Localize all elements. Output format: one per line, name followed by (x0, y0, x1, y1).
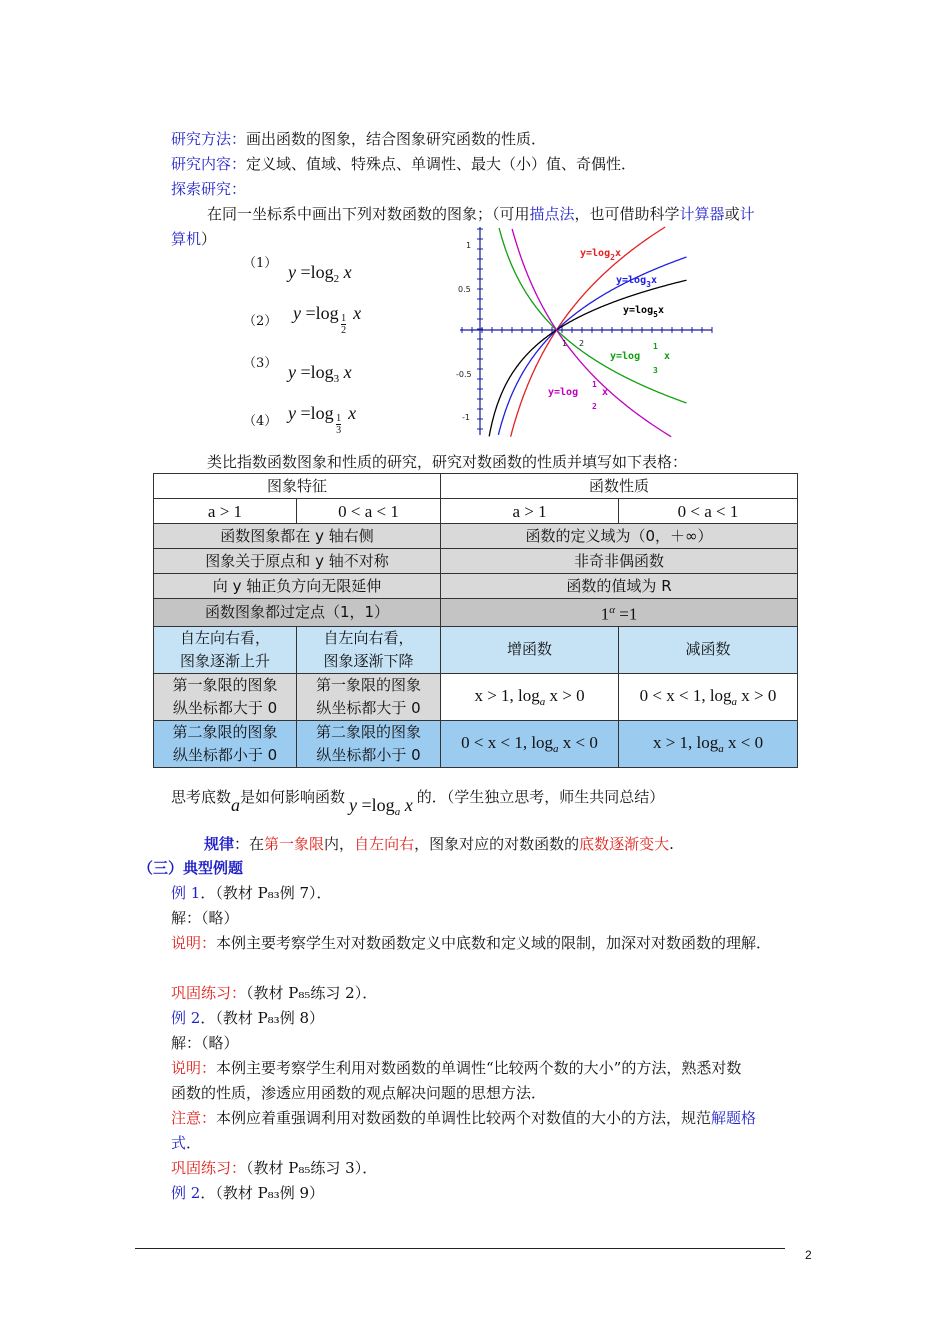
func2-base-den: 2 (341, 325, 347, 336)
practice2-label: 巩固练习： (171, 1159, 247, 1177)
cell-x-gt-1-pos (441, 673, 619, 720)
header-graph-features: 图象特征 (154, 474, 441, 499)
cell-rising (154, 626, 297, 673)
cell-x-lt-1-pos (619, 673, 798, 720)
func3-x: x (343, 362, 352, 382)
warn-label: 注意： (171, 1109, 217, 1127)
warn-text1: 本例应着重强调利用对数函数的单调性比较两个对数值的大小的方法，规范 (216, 1109, 712, 1127)
example2-text: ．（教材 P₈₃例 8） (200, 1009, 325, 1027)
label-log-third-den: 3 (653, 366, 658, 375)
falling-line2: 图象逐渐下降 (323, 651, 414, 670)
link-solution-format-b[interactable]: 式 (171, 1134, 187, 1152)
para1-line1 (207, 203, 755, 224)
x-gt-1-neg-end: x < 0 (723, 732, 764, 752)
q1-left-line2: 纵坐标都大于 0 (172, 698, 278, 717)
label-log5: $y=\log_5x$ (623, 305, 664, 319)
para1-text-a: 在同一坐标系中画出下列对数函数的图象；（可用 (207, 205, 530, 223)
x-lt-1-pos-main: 0 < x < 1, log (639, 685, 732, 705)
para1-text-b: ，也可借助科学 (574, 205, 680, 223)
func4-num: （4） (243, 414, 278, 429)
method-text: 画出函数的图象，结合图象研究函数的性质． (246, 130, 547, 148)
practice2-line (171, 1157, 377, 1178)
think-var-a: a (231, 795, 241, 815)
cell-domain: 函数的定义域为（0，＋∞） (441, 524, 798, 549)
method-line (171, 128, 546, 149)
func4-formula (288, 403, 356, 436)
falling-line1: 自左向右看， (323, 628, 414, 647)
label-log3: $y=\log_3x$ (616, 275, 657, 289)
explore-label: 探索研究： (171, 180, 247, 198)
func1-y: y (288, 262, 296, 282)
func4-x: x (348, 403, 357, 423)
q2-right-line1: 第二象限的图象 (316, 722, 422, 741)
q1-right-line2: 纵坐标都大于 0 (316, 698, 421, 717)
link-computer-b[interactable]: 算机 (171, 230, 202, 248)
rule-p3: ，图象对应的对数函数的 (414, 835, 580, 853)
x-lt-1-neg-end: x < 0 (558, 732, 598, 752)
note1-label: 说明： (171, 934, 217, 952)
content-text: 定义域、值域、特殊点、单调性、最大（小）值、奇偶性． (246, 155, 637, 173)
practice1-label: 巩固练习： (171, 984, 247, 1002)
practice2-text: （教材 P₈₅练习 3）． (246, 1159, 378, 1177)
tick-x-1: 1 (562, 339, 568, 348)
func4-base-num: 1 (336, 413, 342, 424)
example3-text: ．（教材 P₈₃例 9） (200, 1184, 325, 1202)
rule-line (204, 833, 674, 854)
label-log-half-x: x (602, 387, 609, 398)
one-power-base: 1 (600, 604, 610, 624)
x-gt-1-pos-end: x > 0 (545, 685, 585, 705)
cell-q1-positive-right (297, 673, 441, 720)
rule-p4: . (669, 835, 674, 853)
tick-y-0.5: 0.5 (458, 285, 471, 294)
rule-p2: 内， (324, 835, 355, 853)
cell-q2-negative-right (297, 720, 441, 767)
para1-line2 (171, 228, 216, 249)
link-solution-format-a[interactable]: 解题格 (711, 1109, 757, 1127)
note2-line2: 函数的性质，渗透应用函数的观点解决问题的思想方法． (171, 1084, 547, 1102)
one-power-exp: α (609, 604, 615, 616)
rule-label: 规律 (204, 835, 235, 853)
x-lt-1-neg-main: 0 < x < 1, log (461, 732, 554, 752)
header-function-properties: 函数性质 (441, 474, 798, 499)
rising-line2: 图象逐渐上升 (179, 651, 270, 670)
link-computer-a[interactable]: 计 (739, 205, 755, 223)
x-gt-1-neg-main: x > 1, log (652, 732, 719, 752)
content-label: 研究内容： (171, 155, 247, 173)
tick-y-neg0.5: -0.5 (456, 370, 472, 379)
para1-text-c: 或 (724, 205, 740, 223)
func2-base-num: 1 (341, 313, 347, 324)
func2-x: x (353, 303, 362, 323)
func3-num: （3） (243, 356, 278, 371)
properties-table (153, 473, 798, 768)
cell-decreasing: 减函数 (619, 626, 798, 673)
think-log: =log (361, 795, 395, 815)
q2-right-line2: 纵坐标都小于 0 (316, 745, 421, 764)
q2-left-line2: 纵坐标都小于 0 (172, 745, 278, 764)
note2-line1 (171, 1057, 741, 1078)
solution2: 解：（略） (171, 1034, 239, 1052)
cell-x-gt-1-neg (619, 720, 798, 767)
func3-base: 3 (333, 373, 340, 385)
cell-extends-infinitely: 向 y 轴正负方向无限延伸 (154, 574, 441, 599)
rule-left-to-right: 自左向右 (354, 835, 415, 853)
x-gt-1-neg-sub: a (718, 742, 724, 755)
func4-log: =log (300, 403, 334, 423)
example1-text: ．（教材 P₈₃例 7）． (200, 884, 332, 902)
note1-text: 本例主要考察学生对对数函数定义中底数和定义域的限制，加深对对数函数的理解． (216, 934, 772, 952)
tick-y-1: 1 (466, 241, 472, 250)
cell-neither-odd-even: 非奇非偶函数 (441, 549, 798, 574)
func2-y: y (293, 303, 301, 323)
cell-not-symmetric: 图象关于原点和 y 轴不对称 (154, 549, 441, 574)
label-log2: $y=\log_2x$ (580, 248, 621, 262)
example3-line (171, 1182, 324, 1203)
rule-first-quadrant: 第一象限 (264, 835, 325, 853)
example3-label: 例 2 (171, 1184, 201, 1202)
think-text-b: 是如何影响函数 (240, 788, 346, 806)
x-gt-1-pos-sub: a (539, 695, 546, 708)
cell-a-gt-1-right: a > 1 (441, 499, 619, 524)
link-plot-method[interactable]: 描点法 (529, 205, 575, 223)
page-number: 2 (805, 1248, 812, 1262)
log-graph (450, 225, 720, 445)
practice1-line (171, 982, 377, 1003)
curve-log5 (489, 280, 686, 436)
func3-formula (288, 362, 352, 383)
think-text-a: 思考底数 (171, 788, 232, 806)
note2-text1: 本例主要考察学生利用对数函数的单调性“比较两个数的大小”的方法，熟悉对数 (216, 1059, 742, 1077)
cell-a-lt-1-left: 0 < a < 1 (297, 499, 441, 524)
label-log-third-x: x (664, 351, 671, 362)
rule-base-increases: 底数逐渐变大 (579, 835, 670, 853)
cell-increasing: 增函数 (441, 626, 619, 673)
func4-y: y (288, 403, 296, 423)
q2-left-line1: 第二象限的图象 (172, 722, 278, 741)
label-log-third: y=log (610, 351, 641, 362)
cell-q2-negative-left (154, 720, 297, 767)
tick-y-neg1: -1 (462, 413, 470, 422)
warn-end: ． (186, 1134, 202, 1152)
func2-formula (293, 303, 361, 336)
func4-base (334, 413, 344, 436)
label-log-half-den: 2 (592, 402, 597, 411)
think-base: a (394, 806, 401, 818)
func2-log: =log (305, 303, 339, 323)
q1-right-line1: 第一象限的图象 (316, 675, 422, 694)
example1-line (171, 882, 332, 903)
label-log-half-num: 1 (592, 380, 597, 389)
cell-range: 函数的值域为 R (441, 574, 798, 599)
content-line (171, 153, 636, 174)
section-heading-examples: （三）典型例题 (138, 859, 244, 877)
rising-line1: 自左向右看， (179, 628, 270, 647)
cell-q1-positive-left (154, 673, 297, 720)
think-x: x (404, 795, 413, 815)
func3-y: y (288, 362, 296, 382)
one-power-rest: =1 (619, 604, 638, 624)
cell-falling (297, 626, 441, 673)
func1-formula (288, 262, 352, 283)
func3-log: =log (300, 362, 334, 382)
practice1-text: （教材 P₈₅练习 2）． (246, 984, 378, 1002)
example2-label: 例 2 (171, 1009, 201, 1027)
think-y: y (349, 795, 358, 815)
func1-log: =log (300, 262, 334, 282)
q1-left-line1: 第一象限的图象 (172, 675, 278, 694)
footer-rule (135, 1248, 785, 1249)
solution1: 解：（略） (171, 909, 239, 927)
cell-one-power (441, 599, 798, 627)
x-lt-1-pos-sub: a (731, 695, 738, 708)
think-text-c: 的．（学生独立思考，师生共同总结） (416, 788, 665, 806)
think-formula (349, 795, 413, 818)
link-calculator[interactable]: 计算器 (679, 205, 725, 223)
cell-x-lt-1-neg (441, 720, 619, 767)
func1-x: x (343, 262, 352, 282)
warn-line2 (171, 1132, 201, 1153)
func1-num: （1） (243, 256, 278, 271)
example1-label: 例 1 (171, 884, 201, 902)
example2-line (171, 1007, 324, 1028)
func2-num: （2） (243, 314, 278, 329)
x-lt-1-neg-sub: a (553, 742, 559, 755)
func2-base (339, 313, 349, 336)
para1-text-d: ） (201, 230, 217, 248)
note1-line (171, 932, 771, 953)
table-intro: 类比指数函数图象和性质的研究，研究对数函数的性质并填写如下表格： (207, 453, 688, 471)
warn-line1 (171, 1107, 756, 1128)
cell-right-of-y-axis: 函数图象都在 y 轴右侧 (154, 524, 441, 549)
cell-a-lt-1-right: 0 < a < 1 (619, 499, 798, 524)
label-log-third-num: 1 (653, 342, 658, 351)
think-line (171, 786, 665, 818)
x-lt-1-pos-end: x > 0 (737, 685, 777, 705)
method-label: 研究方法： (171, 130, 247, 148)
rule-p1: ：在 (234, 835, 265, 853)
label-log-half: y=log (548, 387, 579, 398)
note2-label: 说明： (171, 1059, 217, 1077)
cell-fixed-point: 函数图象都过定点（1，1） (154, 599, 441, 627)
stray-2: 2 (579, 339, 585, 348)
func1-base: 2 (333, 273, 340, 285)
func4-base-den: 3 (336, 425, 342, 436)
x-gt-1-pos-main: x > 1, log (474, 685, 540, 705)
cell-a-gt-1-left: a > 1 (154, 499, 297, 524)
